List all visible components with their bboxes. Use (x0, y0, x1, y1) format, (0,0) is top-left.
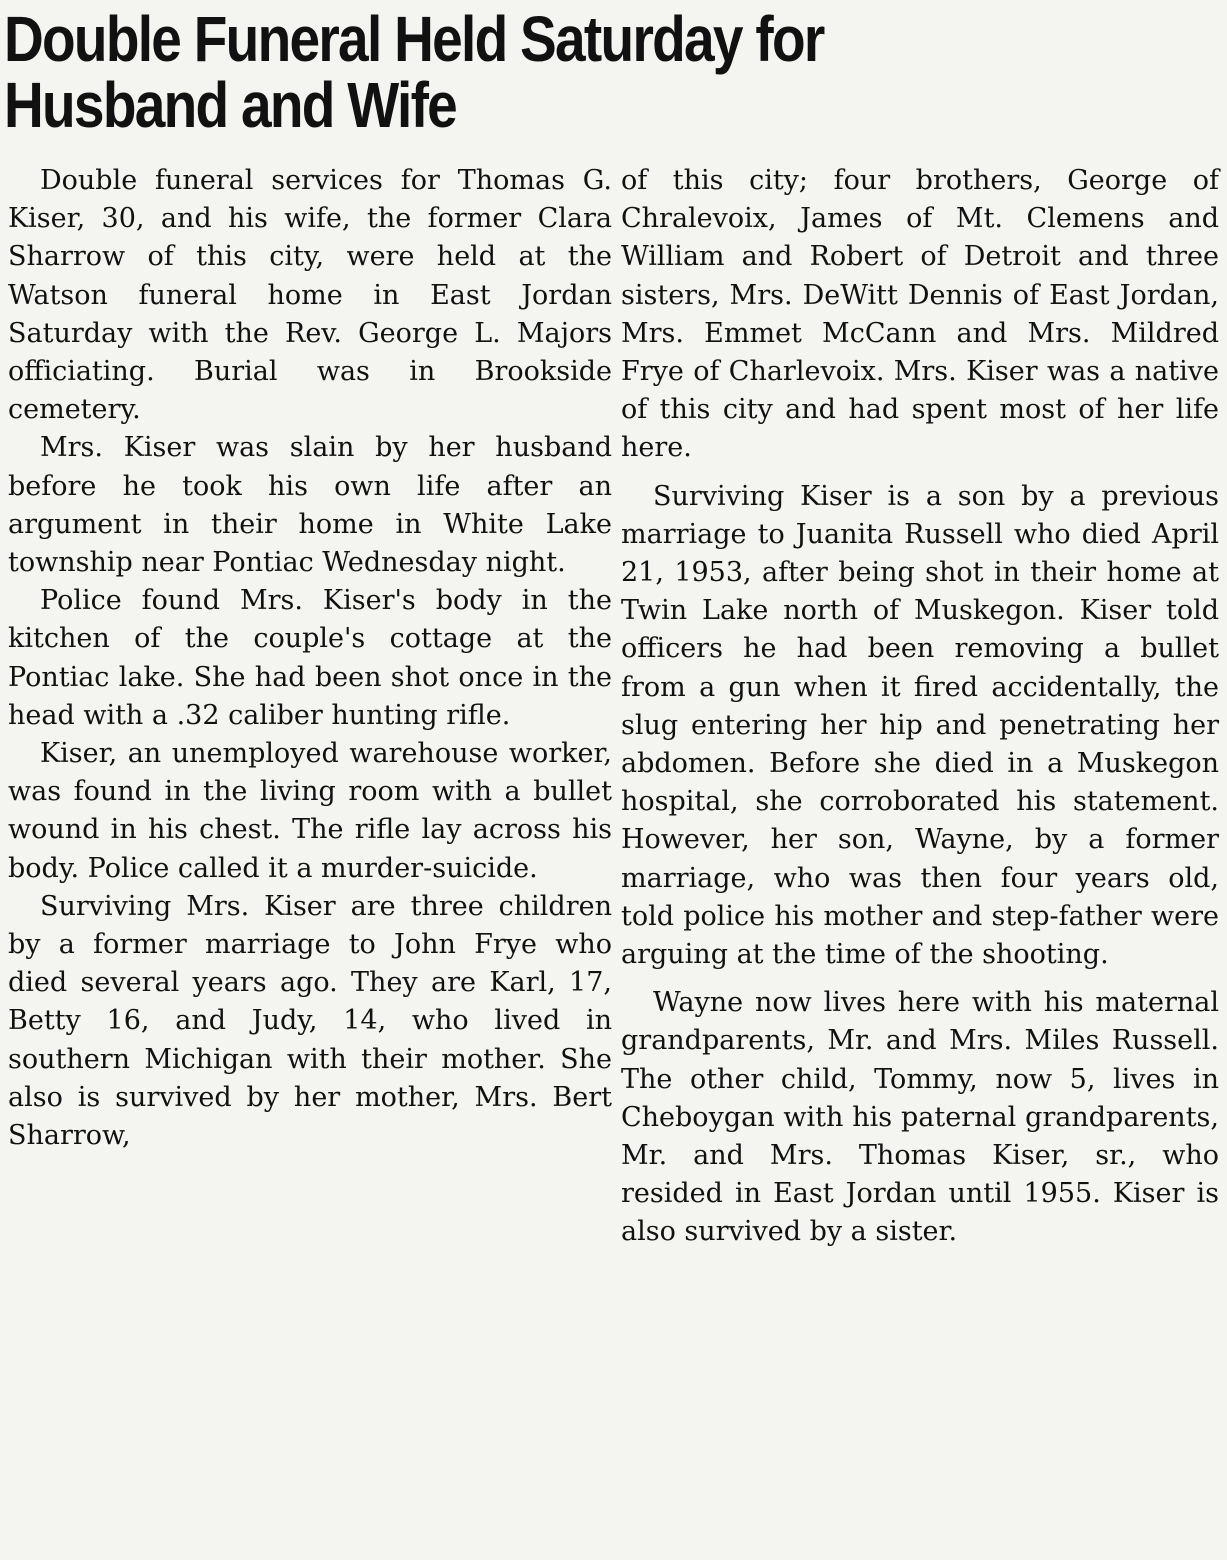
paragraph: Surviving Kiser is a son by a previous marriage to Juanita Russell who died April 21, 1953, after being shot in their home at Twin Lake north of Muskegon. Kiser told officers he had been removing a bullet from a gun when it fired accidentally, the slug entering her hip and penetrating her abdomen. Before she died in a Muskegon hospital, she corroborated his statement. However, her son, Wayne, by a former marriage, who was then four years old, told police his mother and step-father were arguing at the time of the shooting. (621, 480, 1219, 971)
paragraph: Mrs. Kiser was slain by her husband before he took his own life after an argument in their home in White Lake township near Pontiac Wednesday night. (8, 432, 612, 579)
paragraph: Double funeral services for Thomas G. Kiser, 30, and his wife, the former Clara Sharrow of this city, were held at the Watson funeral home in East Jordan Saturday with the Rev. George L. Majors officiating. Burial was in Brookside cemetery. (8, 165, 612, 426)
paragraph: Wayne now lives here with his maternal grandparents, Mr. and Mrs. Miles Russell. The other child, Tommy, now 5, lives in Cheboygan with his paternal grandparents, Mr. and Mrs. Thomas Kiser, sr., who resided in East Jordan until 1955. Kiser is also survived by a sister. (621, 987, 1219, 1248)
paragraph: Surviving Mrs. Kiser are three children by a former marriage to John Frye who died several years ago. They are Karl, 17, Betty 16, and Judy, 14, who lived in southern Michigan with their mother. She also is survived by her mother, Mrs. Bert Sharrow, (8, 890, 612, 1152)
paragraph: Police found Mrs. Kiser's body in the kitchen of the couple's cottage at the Pontiac lake. She had been shot once in the head with a .32 caliber hunting rifle. (8, 585, 612, 731)
paragraph-continued: of this city; four brothers, George of Chralevoix, James of Mt. Clemens and William and Robert of Detroit and three sisters, Mrs. DeWitt Dennis of East Jordan, Mrs. Emmet McCann and Mrs. Mildred Frye of Charlevoix. Mrs. Kiser was a native of this city and had spent most of her life here. (621, 165, 1219, 464)
headline: Double Funeral Held Saturday for Husband and Wife (4, 3, 824, 141)
article-column-right (621, 162, 1219, 1252)
article-column-left (8, 162, 612, 1155)
paragraph: Kiser, an unemployed warehouse worker, was found in the living room with a bullet wound in his chest. The rifle lay across his body. Police called it a murder-suicide. (8, 738, 612, 884)
